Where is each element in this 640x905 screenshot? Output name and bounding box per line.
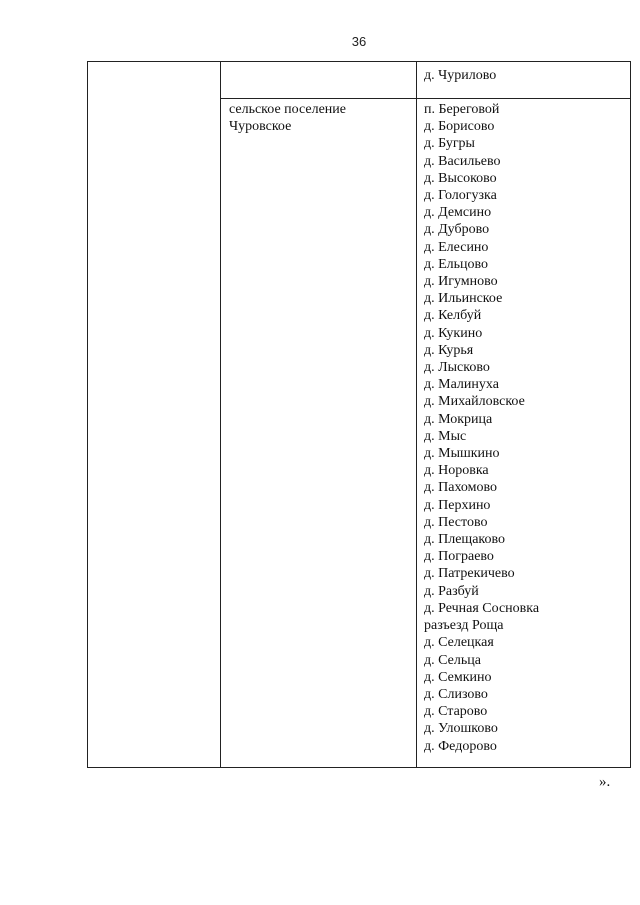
village-item: д. Михайловское [424, 394, 525, 410]
village-item: д. Слизово [424, 686, 488, 702]
village-item: д. Демсино [424, 205, 492, 221]
village-item: д. Улошково [424, 721, 498, 737]
village-item: разъезд Роща [424, 618, 504, 634]
village-item: д. Пограево [424, 549, 494, 565]
village-item: п. Береговой [424, 102, 500, 117]
village-item: д. Селецкая [424, 635, 494, 651]
village-item: д. Мыс [424, 428, 467, 444]
village-item: д. Кукино [424, 325, 483, 341]
village-item: д. Гологузка [424, 188, 497, 204]
settlement-name-line2: Чуровское [229, 119, 292, 135]
village-item: д. Ильинское [424, 291, 503, 307]
prev-row-village: д. Чурилово [424, 68, 497, 83]
village-item: д. Плещаково [424, 532, 506, 548]
page-number: 36 [351, 34, 367, 49]
village-item: д. Елесино [424, 239, 489, 255]
village-item: д. Васильево [424, 153, 501, 169]
village-item: д. Пестово [424, 514, 488, 530]
village-item: д. Федорово [424, 738, 497, 754]
village-item: д. Мокрица [424, 411, 493, 427]
village-item: д. Перхино [424, 497, 491, 513]
village-item: д. Дуброво [424, 222, 490, 238]
village-item: д. Пахомово [424, 480, 498, 496]
village-item: д. Бугры [424, 136, 475, 152]
settlements-table [87, 61, 631, 768]
column-divider-2 [416, 61, 417, 768]
village-item: д. Норовка [424, 463, 489, 479]
village-item: д. Борисово [424, 119, 495, 135]
village-item: д. Малинуха [424, 377, 499, 393]
village-item: д. Речная Сосновка [424, 600, 540, 616]
village-item: д. Сельца [424, 652, 481, 668]
village-item: д. Патрекичево [424, 566, 515, 582]
village-item: д. Келбуй [424, 308, 482, 324]
village-item: д. Старово [424, 704, 488, 720]
village-item: д. Высоково [424, 170, 497, 186]
village-item: д. Разбуй [424, 583, 479, 599]
village-item: д. Мышкино [424, 446, 500, 462]
village-item: д. Игумново [424, 274, 498, 290]
village-list [424, 101, 539, 755]
village-item: д. Семкино [424, 669, 492, 685]
village-item: д. Курья [424, 342, 474, 358]
column-divider-1 [220, 61, 221, 768]
row-divider [220, 98, 631, 99]
closing-quote-mark: ». [599, 774, 611, 790]
village-item: д. Лысково [424, 360, 490, 376]
settlement-name-line1: сельское поселение [229, 102, 346, 117]
village-item: д. Ельцово [424, 256, 489, 272]
settlement-name [229, 101, 414, 135]
